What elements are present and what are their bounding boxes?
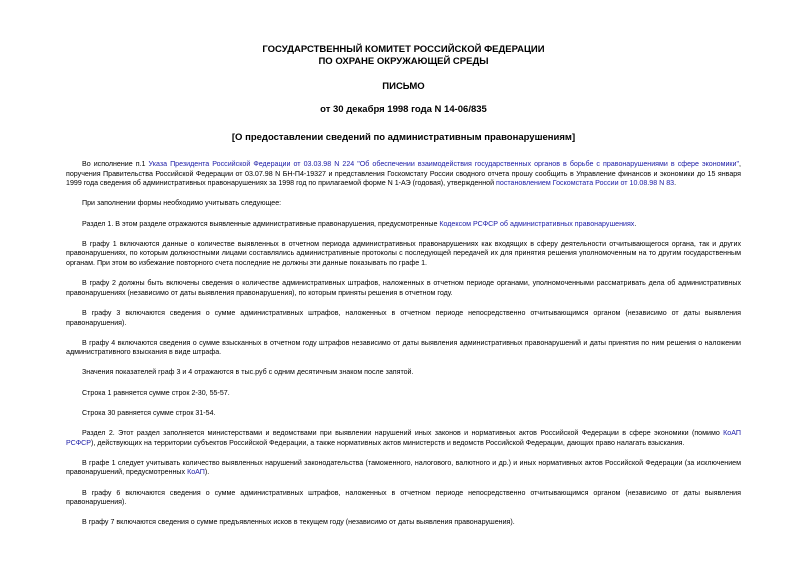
paragraph-3 (66, 220, 741, 230)
paragraph-text: В графе 1 следует учитывать количество выявленных нарушений законодательства (таможенного, налогового, валютного и др.) и иных нормативных актов Российской Федерации (за исключением правонарушений, предусмотренных (66, 458, 741, 477)
paragraph-text: Во исполнение п.1 (82, 160, 149, 168)
paragraph-text: Раздел 1. В этом разделе отражаются выявленные административные правонарушения, предусмотренные (82, 219, 440, 228)
document-type: ПИСЬМО (382, 81, 425, 92)
paragraph-7: В графу 4 включаются сведения о сумме взысканных в отчетном году штрафов независимо от даты выявления административных правонарушений и даты принятия по ним решения о наложении административного взыскания в виде штрафа. (66, 338, 741, 357)
document-body (66, 160, 741, 528)
link-decree-224[interactable]: Указа Президента Российской Федерации от 03.03.98 N 224 "Об обеспечении взаимодействия государственных органов в борьбе с правонарушениями в сфере экономики" (148, 160, 739, 168)
paragraph-text: Раздел 2. Этот раздел заполняется министерствами и ведомствами при выявлении нарушений иных законов и нормативных актов Российской Федерации в сфере экономики (помимо (82, 429, 724, 438)
paragraph-1 (66, 160, 741, 189)
link-koap-rsfsr-full[interactable]: Кодексом РСФСР об административных правонарушениях (439, 219, 635, 228)
paragraph-8: Значения показателей граф 3 и 4 отражаются в тыс.руб с одним десятичным знаком после запятой. (82, 368, 414, 377)
paragraph-14: В графу 7 включаются сведения о сумме предъявленных исков в текущем году (независимо от даты выявления правонарушения). (82, 518, 515, 527)
link-koap[interactable]: КоАП (187, 468, 205, 477)
paragraph-5: В графу 2 должны быть включены сведения о количестве административных штрафов, наложенных в отчетном периоде органами, уполномоченными рассматривать дела об административных правонарушениях (независимо от даты выявления правонарушения), по которым приняты решения в отчетном году. (66, 279, 741, 297)
paragraph-9: Строка 1 равняется сумме строк 2-30, 55-57. (82, 388, 230, 397)
paragraph-13: В графу 6 включаются сведения о сумме административных штрафов, наложенных в отчетном периоде непосредственно отчитывающимся органом (независимо от даты выявления правонарушения). (66, 488, 741, 507)
document-date-number: от 30 декабря 1998 года N 14-06/835 (320, 104, 487, 115)
paragraph-4: В графу 1 включаются данные о количестве выявленных в отчетном периода административных правонарушениях как входящих в сферу деятельности отчитывающегося органа, так и других правонарушениях, по которым должностными лицами составлялись административные протоколы с последующей передачей их для принятия решения уполномоченным на то другим государственным органам. При этом во избежание повторного счета последние не должны эти данные показывать по графе 1. (66, 239, 741, 267)
paragraph-text: . (634, 219, 637, 228)
document-header (66, 44, 741, 144)
paragraph-text: ). (204, 468, 210, 477)
paragraph-11 (66, 429, 741, 448)
paragraph-10: Строка 30 равняется сумме строк 31-54. (82, 408, 216, 417)
document-subject: [О предоставлении сведений по административным правонарушениям] (231, 132, 576, 143)
paragraph-text: . (674, 179, 677, 188)
issuer-line-1: ГОСУДАРСТВЕННЫЙ КОМИТЕТ РОССИЙСКОЙ ФЕДЕРАЦИИ (262, 44, 545, 55)
paragraph-12 (66, 459, 741, 478)
issuer-line-2: ПО ОХРАНЕ ОКРУЖАЮЩЕЙ СРЕДЫ (318, 56, 489, 67)
paragraph-2: При заполнении формы необходимо учитывать следующее: (82, 199, 282, 208)
paragraph-text: , поручения Правительства Российской Федерации от 03.07.98 N БН-П4-19327 и представления Госкомстату России сводного отчета прошу сообщить в Управление финансов и экономики до 15 января 1999 года сведения об административных правонарушениях за 1998 год по прилагаемой форме N 1-АЭ (годовая), утвержденной (66, 160, 741, 188)
paragraph-text: ), действующих на территории субъектов Российской Федерации, а также нормативных актов министерств и ведомств Российской Федерации, дающих право налагать взыскания. (91, 438, 685, 447)
link-koap-rsfsr[interactable]: КоАП РСФСР (66, 429, 741, 447)
paragraph-6: В графу 3 включаются сведения о сумме административных штрафов, наложенных в отчетном периоде непосредственно отчитывающимся органом (независимо от даты выявления правонарушения). (66, 308, 741, 327)
link-goskomstat-resolution-83[interactable]: постановлением Госкомстата России от 10.08.98 N 83 (496, 179, 675, 188)
